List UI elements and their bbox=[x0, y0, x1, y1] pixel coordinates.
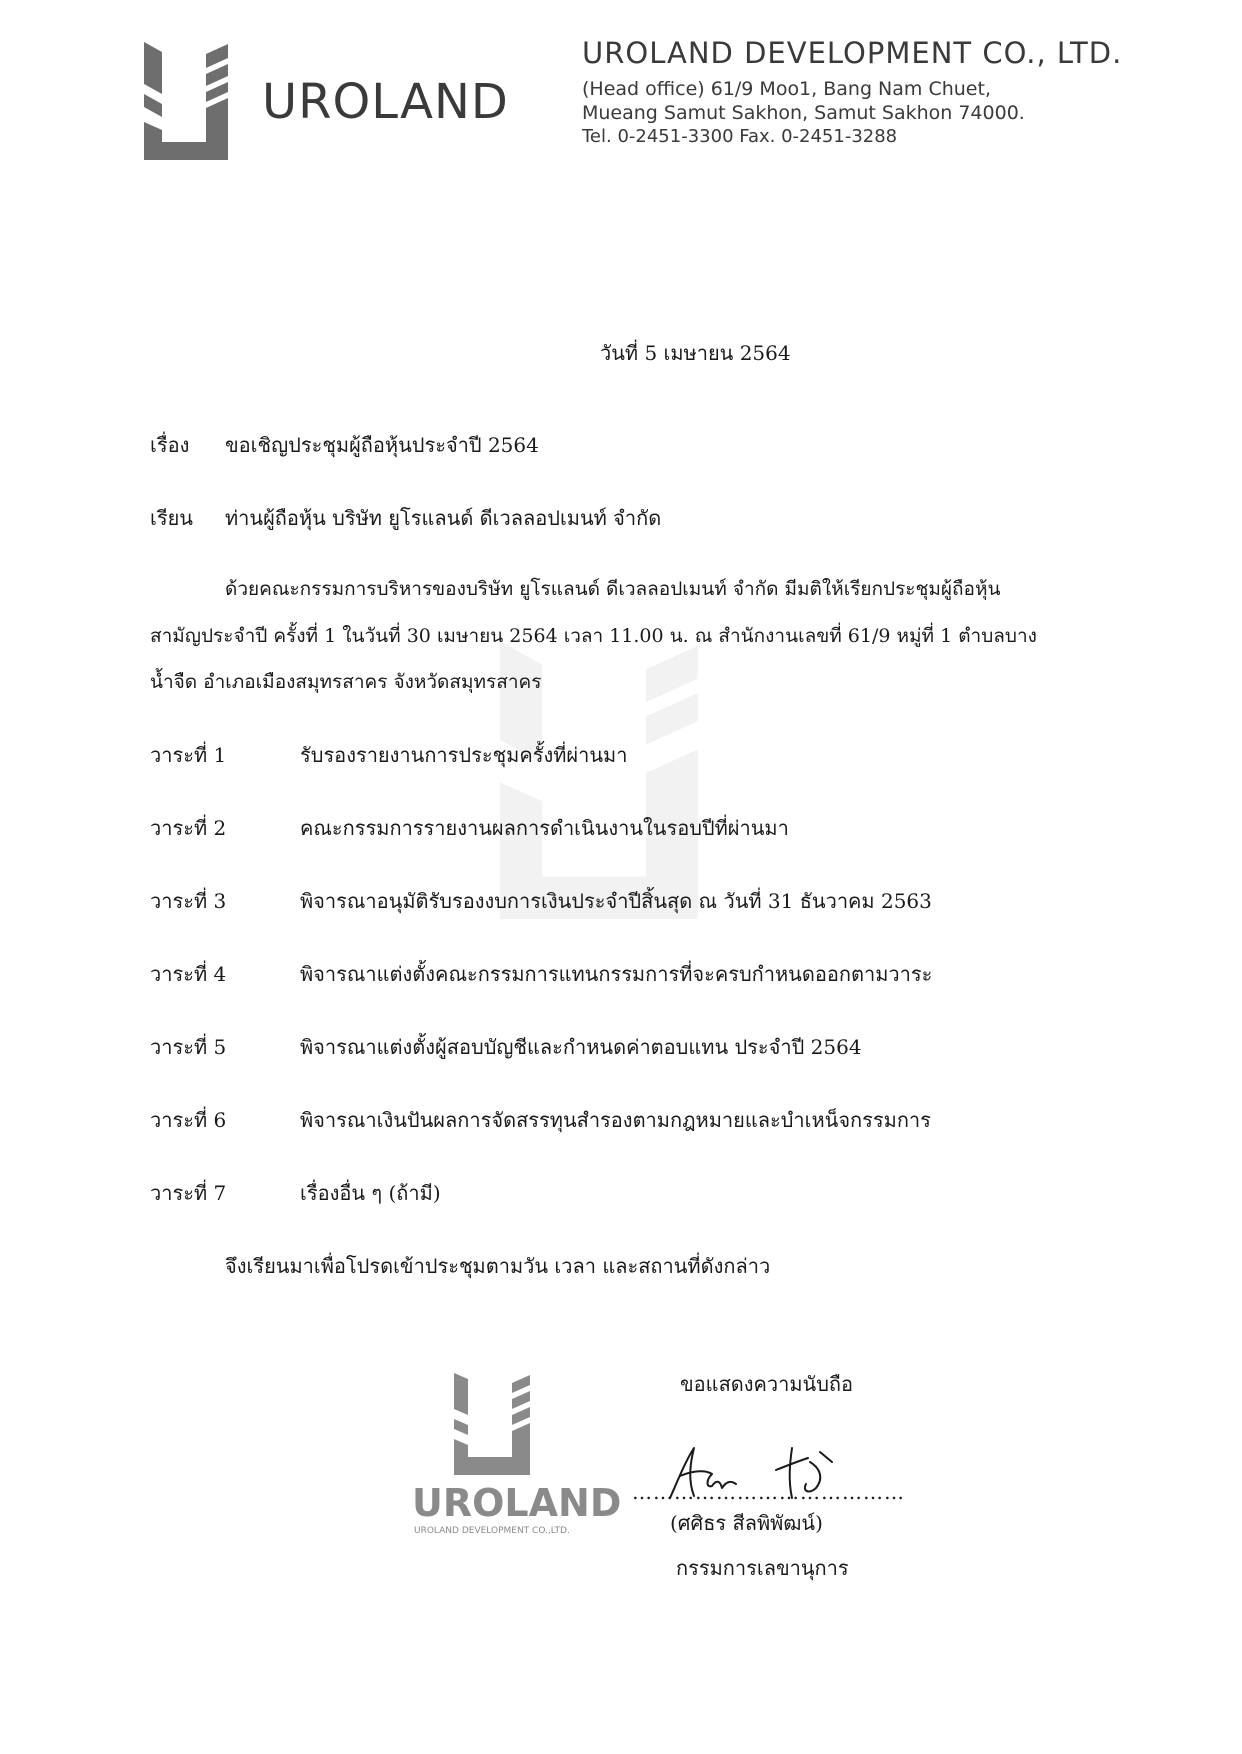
agenda-number: วาระที่ 4 bbox=[150, 962, 227, 986]
letter-date: วันที่ 5 เมษายน 2564 bbox=[600, 341, 791, 365]
body-paragraph-line: น้ำจืด อำเภอเมืองสมุทรสาคร จังหวัดสมุทรสาคร bbox=[150, 671, 542, 693]
logo-wordmark: UROLAND bbox=[262, 74, 509, 130]
agenda-number: วาระที่ 3 bbox=[150, 889, 227, 913]
agenda-text: พิจารณาแต่งตั้งคณะกรรมการแทนกรรมการที่จะครบกำหนดออกตามวาระ bbox=[300, 962, 933, 986]
agenda-text: พิจารณาแต่งตั้งผู้สอบบัญชีและกำหนดค่าตอบแทน ประจำปี 2564 bbox=[300, 1035, 862, 1059]
agenda-text: พิจารณาเงินปันผลการจัดสรรทุนสำรองตามกฎหมายและบำเหน็จกรรมการ bbox=[300, 1108, 931, 1132]
company-name: UROLAND DEVELOPMENT CO., LTD. bbox=[582, 36, 1123, 70]
signature-dotted-line: ………………………………… bbox=[632, 1480, 905, 1504]
body-paragraph-line: ด้วยคณะกรรมการบริหารของบริษัท ยูโรแลนด์ ดีเวลลอปเมนท์ จำกัด มีมติให้เรียกประชุมผู้ถือหุ้น bbox=[225, 578, 1001, 600]
company-contact-line: Tel. 0-2451-3300 Fax. 0-2451-3288 bbox=[582, 126, 898, 147]
agenda-text: เรื่องอื่น ๆ (ถ้ามี) bbox=[300, 1181, 441, 1205]
stamp-subtitle: UROLAND DEVELOPMENT CO.,LTD. bbox=[414, 1526, 570, 1536]
signatory-name: (ศศิธร สีลพิพัฒน์) bbox=[670, 1511, 823, 1535]
signatory-title: กรรมการเลขานุการ bbox=[676, 1556, 849, 1580]
subject-label: เรื่อง bbox=[150, 433, 190, 457]
agenda-number: วาระที่ 5 bbox=[150, 1035, 227, 1059]
closing-line: จึงเรียนมาเพื่อโปรดเข้าประชุมตามวัน เวลา และสถานที่ดังกล่าว bbox=[225, 1254, 771, 1278]
uroland-logo-icon bbox=[144, 42, 246, 160]
subject-text: ขอเชิญประชุมผู้ถือหุ้นประจำปี 2564 bbox=[225, 433, 539, 457]
agenda-text: พิจารณาอนุมัติรับรองงบการเงินประจำปีสิ้นสุด ณ วันที่ 31 ธันวาคม 2563 bbox=[300, 889, 932, 913]
agenda-number: วาระที่ 6 bbox=[150, 1108, 227, 1132]
company-address-line: (Head office) 61/9 Moo1, Bang Nam Chuet, bbox=[582, 78, 991, 100]
agenda-number: วาระที่ 1 bbox=[150, 743, 227, 767]
agenda-number: วาระที่ 7 bbox=[150, 1181, 227, 1205]
regards-text: ขอแสดงความนับถือ bbox=[680, 1372, 854, 1396]
agenda-text: คณะกรรมการรายงานผลการดำเนินงานในรอบปีที่ผ่านมา bbox=[300, 816, 789, 840]
agenda-number: วาระที่ 2 bbox=[150, 816, 227, 840]
addressee-label: เรียน bbox=[150, 506, 193, 530]
agenda-text: รับรองรายงานการประชุมครั้งที่ผ่านมา bbox=[300, 743, 628, 767]
company-address-line: Mueang Samut Sakhon, Samut Sakhon 74000. bbox=[582, 102, 1025, 124]
addressee-text: ท่านผู้ถือหุ้น บริษัท ยูโรแลนด์ ดีเวลลอปเมนท์ จำกัด bbox=[225, 506, 662, 530]
body-paragraph-line: สามัญประจำปี ครั้งที่ 1 ในวันที่ 30 เมษายน 2564 เวลา 11.00 น. ณ สำนักงานเลขที่ 61/9 หมู่ที่ 1 ตำบลบาง bbox=[150, 625, 1037, 647]
stamp-wordmark: UROLAND bbox=[412, 1481, 622, 1525]
